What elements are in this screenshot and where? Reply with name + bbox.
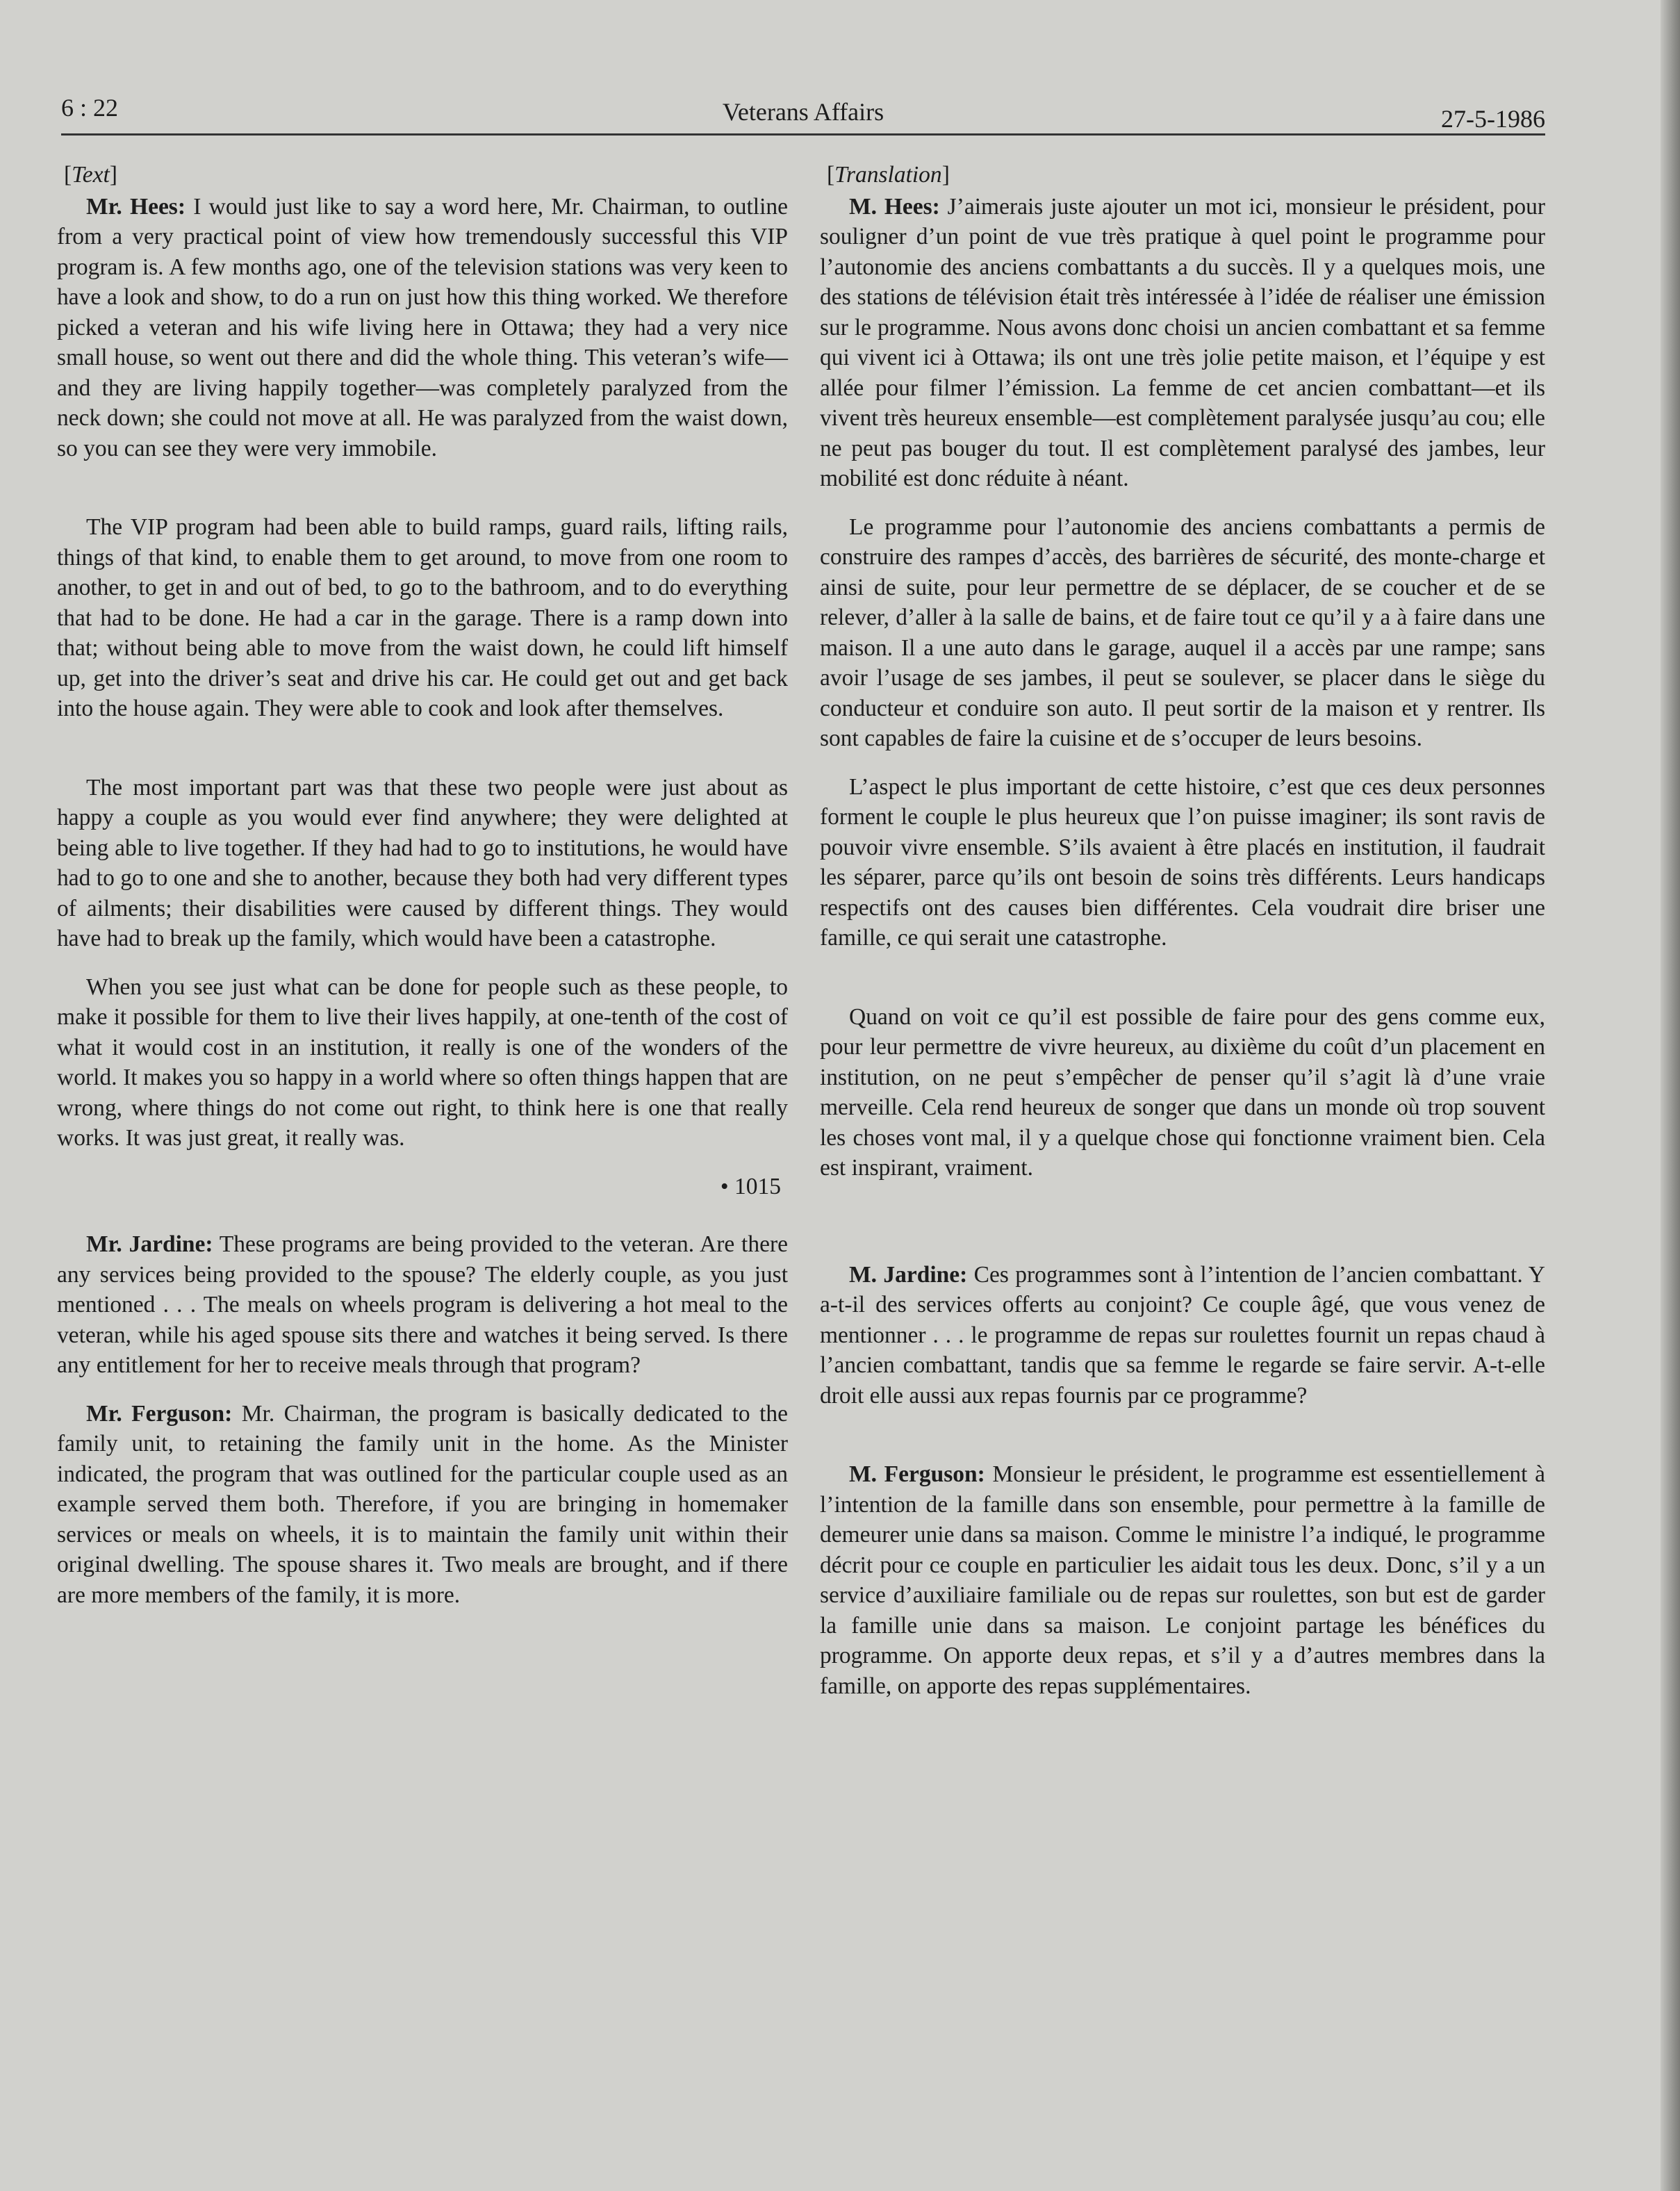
- language-tag: [Text]: [64, 162, 117, 188]
- paragraph: [57, 972, 788, 1154]
- paragraph-text: The VIP program had been able to build ramps, guard rails, lifting rails, things of that kind, to enable them to get around, to move from one room to another, to get in and out of bed, to go to the bathroom, and to do everything that had to be done. He had a car in the garage. There is a ramp down into that; without being able to move from the waist down, he could lift himself up, get into the driver’s seat and drive his car. He could get out and get back into the house again. They were able to cook and look after themselves.: [57, 514, 788, 721]
- speaker-name: M. Ferguson:: [849, 1461, 985, 1487]
- language-tag: [Translation]: [827, 162, 950, 188]
- french-column: [820, 160, 1545, 1701]
- speaker-name: Mr. Hees:: [86, 193, 186, 220]
- paragraph: [57, 773, 788, 954]
- paragraph: [57, 512, 788, 724]
- paragraph-text: Le programme pour l’autonomie des anciens combattants a permis de construire des rampes d’accès, des barrières de sécurité, des monte-charge et ainsi de suite, pour leur permettre de se déplacer, de se coucher et de se relever, d’aller à la salle de bains, et de faire tout ce qu’il y a à faire dans une maison. Il a une auto dans le garage, auquel il a accès par une rampe; sans avoir l’usage de ses jambes, il peut se soulever, se placer dans le siège du conducteur et conduire son auto. Il peut sortir de la maison et y rentrer. Ils sont capables de faire la cuisine et de s’occuper de leurs besoins.: [820, 514, 1545, 751]
- speaker-name: M. Hees:: [849, 193, 940, 220]
- paragraph: [57, 192, 788, 464]
- speaker-name: Mr. Jardine:: [86, 1231, 213, 1257]
- paragraph-text: I would just like to say a word here, Mr. Chairman, to outline from a very practical point of view how tremendously successful this VIP program is. A few months ago, one of the television stations was very keen to have a look and show, to do a run on just how this thing worked. We therefore picked a veteran and his wife living here in Ottawa; they had a very nice small house, so went out there and did the whole thing. This veteran’s wife—and they are living happily together—was completely paralyzed from the neck down; she could not move at all. He was paralyzed from the waist down, so you can see they were very immobile.: [57, 193, 789, 461]
- paragraph-text: Ces programmes sont à l’intention de l’ancien combattant. Y a-t-il des services offerts au conjoint? Ce couple âgé, que vous venez de mentionner . . . le programme de repas sur roulettes fournit un repas chaud à l’ancien combattant, tandis que sa femme le regarde se faire servir. A-t-elle droit elle aussi aux repas fournis par ce programme?: [820, 1261, 1545, 1409]
- paragraph: [820, 772, 1545, 953]
- paragraph: [820, 1002, 1545, 1183]
- paragraph-text: Quand on voit ce qu’il est possible de faire pour des gens comme eux, pour leur permettre de vivre heureux, au dixième du coût d’un placement en institution, on ne peut s’empêcher de penser qu’il s’agit là d’une vraie merveille. Cela rend heureux de songer que dans un monde où trop souvent les choses vont mal, il y a quelque chose qui fonctionne vraiment bien. Cela est inspirant, vraiment.: [820, 1003, 1545, 1181]
- paragraph: [57, 1399, 788, 1611]
- paragraph: [820, 192, 1545, 494]
- paragraph-text: These programs are being provided to the veteran. Are there any services being provided to the spouse? The elderly couple, as you just mentioned . . . The meals on wheels program is delivering a hot meal to the veteran, while his aged spouse sits there and watches it being served. Is there any entitlement for her to receive meals through that program?: [57, 1231, 788, 1378]
- paragraph: [820, 1459, 1545, 1701]
- time-marker: • 1015: [720, 1173, 781, 1199]
- speaker-name: M. Jardine:: [849, 1261, 968, 1288]
- page-date: 27-5-1986: [1441, 105, 1545, 133]
- running-title: Veterans Affairs: [722, 98, 884, 126]
- page-edge-shadow: [1661, 0, 1680, 2191]
- paragraph-text: Mr. Chairman, the program is basically dedicated to the family unit, to retaining the family unit in the home. As the Minister indicated, the program that was outlined for the particular couple used as an example served them both. Therefore, if you are bringing in homemaker services or meals on wheels, it is to maintain the family unit within their original dwelling. The spouse shares it. Two meals are brought, and if there are more members of the family, it is more.: [57, 1400, 788, 1608]
- page-header: [61, 89, 1545, 133]
- english-column: [57, 160, 788, 1610]
- paragraph: [820, 512, 1545, 754]
- paragraph-text: L’aspect le plus important de cette histoire, c’est que ces deux personnes forment le couple le plus heureux que l’on puisse imaginer; ils sont ravis de pouvoir vivre ensemble. S’ils avaient à être placés en institution, il faudrait les séparer, parce qu’ils ont besoin de soins très différents. Leurs handicaps respectifs ont des causes bien différentes. Cela voudrait dire briser une famille, ce qui serait une catastrophe.: [820, 773, 1545, 951]
- header-rule: [61, 133, 1545, 136]
- language-tag-label: Translation: [834, 162, 942, 188]
- paragraph: [820, 1260, 1545, 1411]
- page-number: 6 : 22: [61, 94, 119, 122]
- paragraph-text: The most important part was that these two people were just about as happy a couple as you would ever find anywhere; they were delighted at being able to live together. If they had had to go to institutions, he would have had to go to one and she to another, because they both had very different types of ailments; their disabilities were caused by different things. They would have had to break up the family, which would have been a catastrophe.: [57, 774, 788, 951]
- paragraph: [57, 1229, 788, 1381]
- speaker-name: Mr. Ferguson:: [86, 1400, 233, 1427]
- paragraph-text: Monsieur le président, le programme est essentiellement à l’intention de la famille dans son ensemble, pour permettre à la famille de demeurer unie dans sa maison. Comme le ministre l’a indiqué, le programme décrit pour ce couple en particulier les aidait tous les deux. Donc, s’il y a un service d’auxiliaire familiale ou de repas sur roulettes, son but est de garder la famille unie dans sa maison. Le conjoint partage les bénéfices du programme. On apporte deux repas, et s’il y a d’autres membres dans la famille, on apporte des repas supplémentaires.: [820, 1461, 1545, 1699]
- paragraph-text: When you see just what can be done for people such as these people, to make it possible for them to live their lives happily, at one-tenth of the cost of what it would cost in an institution, it really is one of the wonders of the world. It makes you so happy in a world where so often things happen that are wrong, where things do not come out right, to think here is one that really works. It was just great, it really was.: [57, 974, 788, 1151]
- paragraph-text: J’aimerais juste ajouter un mot ici, monsieur le président, pour souligner d’un point de vue très pratique à quel point le programme pour l’autonomie des anciens combattants a du succès. Il y a quelques mois, une des stations de télévision était très intéressée à l’idée de réaliser une émission sur le programme. Nous avons donc choisi un ancien combattant et sa femme qui vivent ici à Ottawa; ils ont une très jolie petite maison, et l’équipe y est allée pour filmer l’émission. La femme de cet ancien combattant—et ils vivent très heureux ensemble—est complètement paralysée jusqu’au cou; elle ne peut pas bouger du tout. Il est complètement paralysé des jambes, leur mobilité est donc réduite à néant.: [820, 193, 1546, 491]
- language-tag-label: Text: [72, 162, 110, 188]
